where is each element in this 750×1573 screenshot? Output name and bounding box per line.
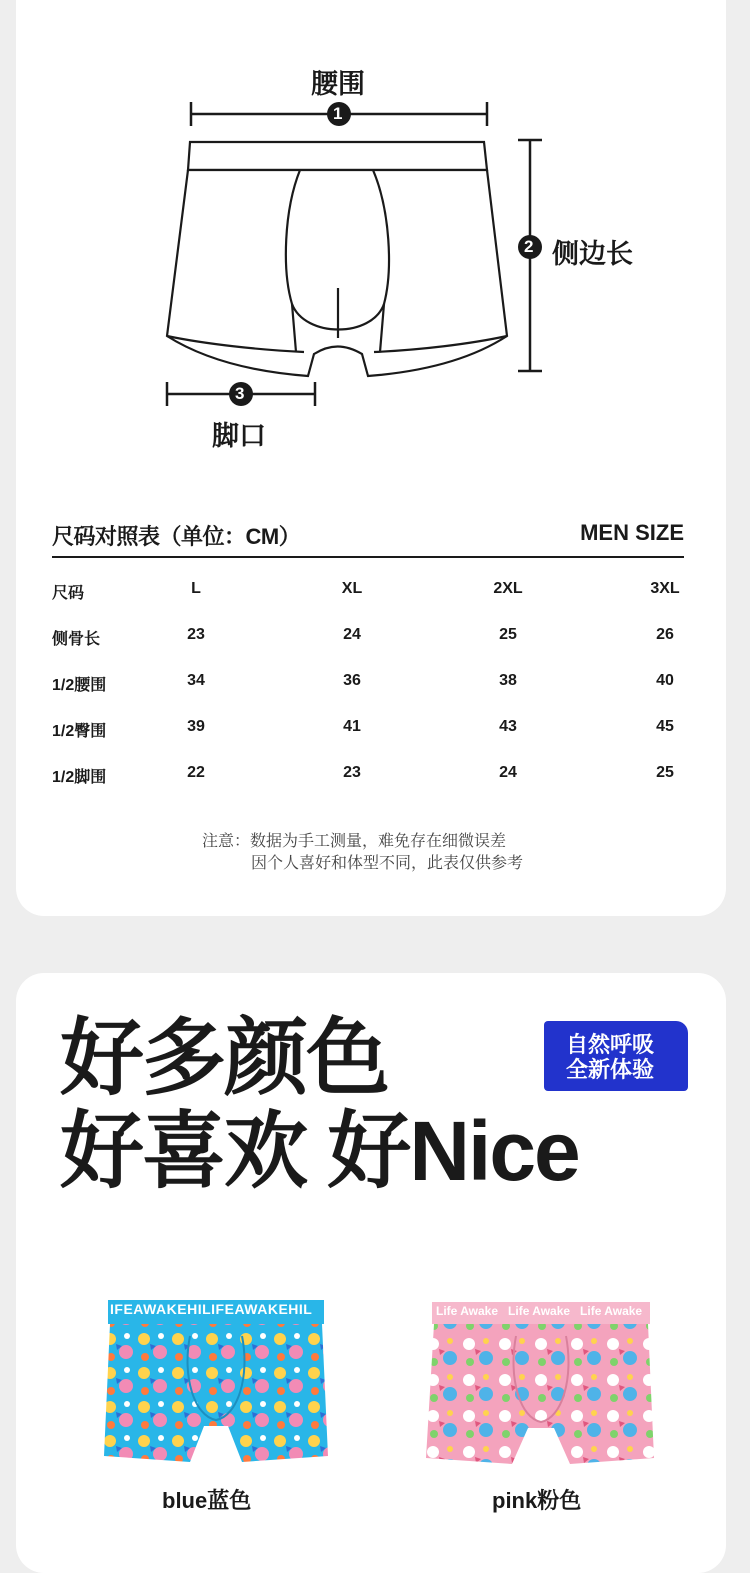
headline-line-1: 好多颜色 — [60, 1011, 389, 1105]
side-length-label: 侧边长 — [552, 239, 633, 269]
table-cell: 1/2臀围 — [52, 723, 107, 740]
table-cell: 39 — [187, 718, 205, 735]
table-cell: 尺码 — [52, 585, 85, 602]
table-cell: 24 — [499, 764, 517, 781]
table-cell: 26 — [656, 626, 674, 643]
table-cell: 22 — [187, 764, 205, 781]
table-cell: 45 — [656, 718, 674, 735]
blue-waistband-text: IFEAWAKEHILIFEAWAKEHIL — [110, 1301, 313, 1317]
table-cell: L — [191, 580, 201, 597]
measurement-disclaimer: 因个人喜好和体型不同，此表仅供参考 — [251, 855, 524, 872]
table-cell: 25 — [656, 764, 674, 781]
pink-color-label: pink粉色 — [492, 1488, 582, 1513]
table-cell: 1/2腰围 — [52, 677, 107, 694]
table-cell: 38 — [499, 672, 517, 689]
leg-opening-label: 脚口 — [212, 421, 266, 451]
table-row — [52, 626, 684, 656]
table-cell: 34 — [187, 672, 205, 689]
table-cell: 41 — [343, 718, 361, 735]
pink-waistband-text: Life Awake Life Awake Life Awake — [436, 1304, 643, 1318]
breathable-badge — [544, 1021, 688, 1091]
table-cell: 24 — [343, 626, 361, 643]
side-number: 2 — [524, 237, 534, 256]
size-table-header-row — [52, 580, 684, 610]
waist-number: 1 — [333, 104, 343, 123]
men-size-label: MEN SIZE — [580, 520, 684, 545]
waist-label: 腰围 — [311, 69, 365, 99]
table-row — [52, 718, 684, 748]
table-cell: 36 — [343, 672, 361, 689]
table-cell: 1/2脚围 — [52, 769, 107, 786]
table-cell: 3XL — [650, 580, 680, 597]
size-table-title: 尺码对照表（单位：CM） — [52, 524, 301, 549]
blue-color-label: blue蓝色 — [162, 1488, 252, 1513]
table-cell: 23 — [187, 626, 205, 643]
table-cell: XL — [341, 580, 363, 597]
badge-line-2: 全新体验 — [565, 1057, 654, 1082]
badge-line-1: 自然呼吸 — [565, 1032, 654, 1057]
table-row — [52, 764, 684, 794]
briefs-outline — [167, 142, 507, 376]
headline-line-2: 好喜欢 好Nice — [60, 1104, 579, 1198]
table-cell: 23 — [343, 764, 361, 781]
underwear-measure-diagram — [0, 0, 750, 500]
table-row — [52, 672, 684, 702]
table-cell: 25 — [499, 626, 517, 643]
table-cell: 侧骨长 — [52, 631, 101, 648]
table-cell: 40 — [656, 672, 674, 689]
size-table-header — [52, 518, 684, 558]
table-cell: 2XL — [493, 580, 523, 597]
measurement-note: 注意：数据为手工测量，难免存在细微误差 — [202, 833, 507, 850]
leg-number: 3 — [235, 384, 245, 403]
table-cell: 43 — [499, 718, 517, 735]
pink-product-image[interactable] — [424, 1298, 658, 1478]
blue-product-image[interactable] — [102, 1296, 330, 1476]
